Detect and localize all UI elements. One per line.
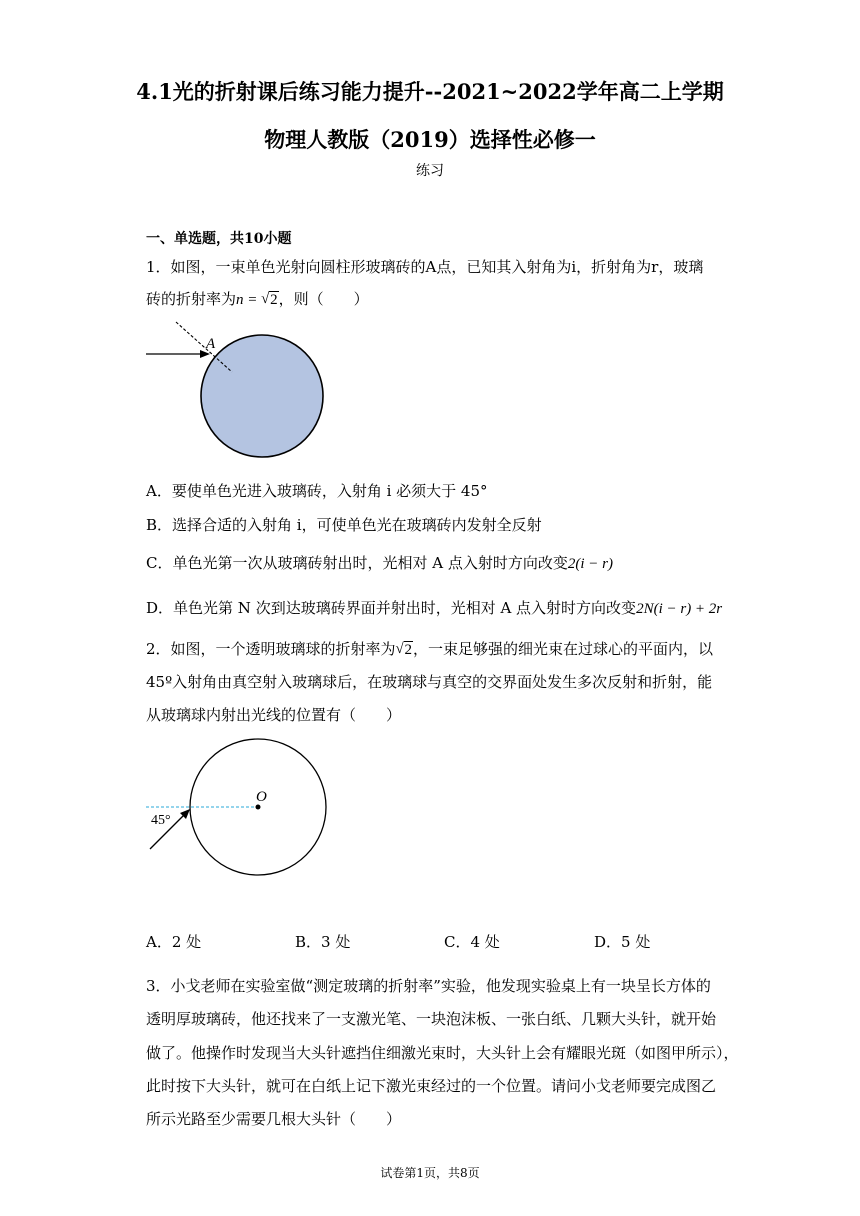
q2-option-b[interactable]: B．3 处 xyxy=(295,933,351,951)
q1-n-expression: n = xyxy=(236,292,262,308)
q3-stem-line5: 所示光路至少需要几根大头针（ ） xyxy=(146,1110,402,1128)
q1-sqrt-arg: 2 xyxy=(270,292,278,308)
page-title-line2: 物理人教版（2019）选择性必修一 xyxy=(264,127,596,152)
center-dot xyxy=(256,805,261,810)
q2-figure xyxy=(140,735,360,905)
q1-figure xyxy=(140,318,340,468)
q2-stem-line3: 从玻璃球内射出光线的位置有（ ） xyxy=(146,706,402,724)
q1-stem-text-a: 砖的折射率为 xyxy=(146,290,237,308)
q1-option-d[interactable] xyxy=(146,597,722,618)
q1-option-c-text: C．单色光第一次从玻璃砖射出时，光相对 A 点入射时方向改变 xyxy=(146,554,568,572)
section-heading: 一、单选题，共10小题 xyxy=(146,231,292,247)
q3-stem-line3: 做了。他操作时发现当大头针遮挡住细激光束时，大头针上会有耀眼光斑（如图甲所示）， xyxy=(146,1044,739,1062)
q2-option-c[interactable]: C．4 处 xyxy=(444,933,500,951)
q1-option-c-expr: 2(i − r) xyxy=(567,556,613,572)
q1-option-d-expr: 2N(i − r) + 2r xyxy=(636,601,723,617)
q1-stem-line2 xyxy=(146,288,369,309)
page-title-line1: 4.1光的折射课后练习能力提升--2021~2022学年高二上学期 xyxy=(136,79,724,104)
q1-option-a[interactable]: A．要使单色光进入玻璃砖，入射角 i 必须大于 45° xyxy=(146,482,488,500)
q2-sqrt xyxy=(396,642,414,659)
q2-option-d[interactable]: D．5 处 xyxy=(594,933,651,951)
q1-option-d-text: D．单色光第 N 次到达玻璃砖界面并射出时，光相对 A 点入射时方向改变 xyxy=(146,599,637,617)
page-subtitle: 练习 xyxy=(416,163,444,179)
glass-cylinder-circle xyxy=(201,335,323,457)
q2-stem-line2: 45º入射角由真空射入玻璃球后，在玻璃球与真空的交界面处发生多次反射和折射，能 xyxy=(146,673,713,691)
q1-option-b[interactable]: B．选择合适的入射角 i，可使单色光在玻璃砖内发射全反射 xyxy=(146,516,542,534)
q3-stem-line4: 此时按下大头针，就可在白纸上记下激光束经过的一个位置。请问小戈老师要完成图乙 xyxy=(146,1077,717,1095)
q3-stem-line1: 3．小戈老师在实验室做“测定玻璃的折射率”实验，他发现实验桌上有一块呈长方体的 xyxy=(146,977,711,995)
q3-stem-line2: 透明厚玻璃砖，他还找来了一支激光笔、一块泡沫板、一张白纸、几颗大头针，就开始 xyxy=(146,1010,717,1028)
q2-stem-text-a: 2．如图，一个透明玻璃球的折射率为 xyxy=(146,640,396,658)
center-o-label: O xyxy=(256,789,267,805)
q2-stem-line1 xyxy=(146,638,713,659)
q2-sqrt-arg: 2 xyxy=(404,642,413,658)
q1-stem-line1: 1．如图，一束单色光射向圆柱形玻璃砖的A点，已知其入射角为i，折射角为r，玻璃 xyxy=(146,258,704,276)
angle-45-label: 45° xyxy=(151,813,171,828)
q2-stem-text-b: ，一束足够强的细光束在过球心的平面内，以 xyxy=(413,640,714,658)
page-footer: 试卷第1页，共8页 xyxy=(380,1166,480,1180)
q1-sqrt xyxy=(261,292,279,309)
q1-option-c[interactable] xyxy=(146,552,613,573)
q2-option-a[interactable]: A．2 处 xyxy=(146,933,202,951)
q1-stem-text-b: ，则（ ） xyxy=(278,290,369,308)
point-a-label: A xyxy=(206,336,216,352)
